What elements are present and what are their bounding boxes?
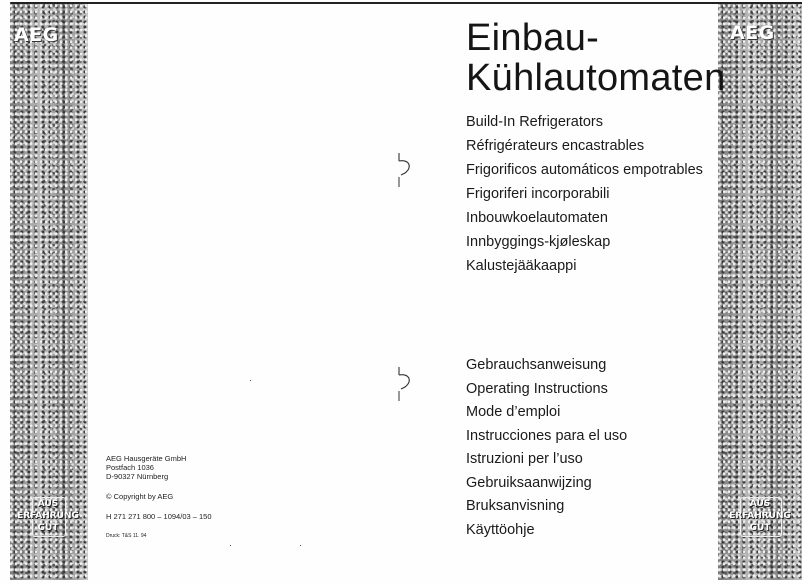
badge-line-3: GUT xyxy=(749,523,771,533)
manual-title: Bruksanvisning xyxy=(466,498,565,514)
top-border xyxy=(10,2,802,4)
publisher-address xyxy=(106,454,186,481)
publisher-company: AEG Hausgeräte GmbH xyxy=(106,454,187,463)
product-name-list xyxy=(466,110,703,278)
manual-title: Istruzioni per l’uso xyxy=(466,451,583,467)
product-name: Build-In Refrigerators xyxy=(466,114,603,130)
product-name: Innbyggings-kjøleskap xyxy=(466,234,611,250)
manual-title: Operating Instructions xyxy=(466,380,608,397)
fold-mark-icon xyxy=(393,151,417,189)
cover-title-line-2: Kühlautomaten xyxy=(466,57,726,99)
manual-title: Instrucciones para el uso xyxy=(466,427,628,444)
product-name: Frigoriferi incorporabili xyxy=(466,186,610,202)
cover-title xyxy=(466,18,726,98)
badge-line-3: GUT xyxy=(37,523,59,533)
speck xyxy=(300,545,301,546)
copyright-notice: © Copyright by AEG xyxy=(106,492,174,501)
speck xyxy=(250,380,251,381)
manual-title: Gebrauchsanweisung xyxy=(466,357,607,373)
fold-mark-icon xyxy=(393,365,417,403)
print-note: Druck: T&S 11. 94 xyxy=(106,533,147,539)
experience-badge-left xyxy=(16,498,80,534)
speck xyxy=(230,545,231,546)
aeg-logo-left: AEG xyxy=(14,24,59,46)
badge-line-1: AUS xyxy=(749,499,771,509)
publisher-city: D-90327 Nürnberg xyxy=(106,472,169,481)
badge-line-1: AUS xyxy=(37,499,59,509)
experience-badge-right xyxy=(724,498,796,534)
product-name: Réfrigérateurs encastrables xyxy=(466,138,645,154)
product-name: Inbouwkoelautomaten xyxy=(466,210,608,226)
badge-line-2: ERFAHRUNG xyxy=(729,511,791,521)
publisher-postbox: Postfach 1036 xyxy=(106,463,154,472)
product-name: Kalustejääkaappi xyxy=(466,258,577,274)
stone-texture-strip-right xyxy=(718,4,802,580)
manual-title: Gebruiksaanwijzing xyxy=(466,474,592,491)
badge-line-2: ERFAHRUNG xyxy=(17,511,79,521)
manual-title: Mode d’emploi xyxy=(466,404,561,420)
product-name: Frigorificos automáticos empotrables xyxy=(466,162,703,178)
part-number: H 271 271 800 – 1094/03 – 150 xyxy=(106,512,212,521)
manual-title: Käyttöohje xyxy=(466,521,535,538)
cover-title-line-1: Einbau- xyxy=(466,17,600,59)
manual-title-list xyxy=(466,354,627,542)
stone-texture-strip-left xyxy=(10,4,88,580)
aeg-logo-right: AEG xyxy=(730,22,775,44)
